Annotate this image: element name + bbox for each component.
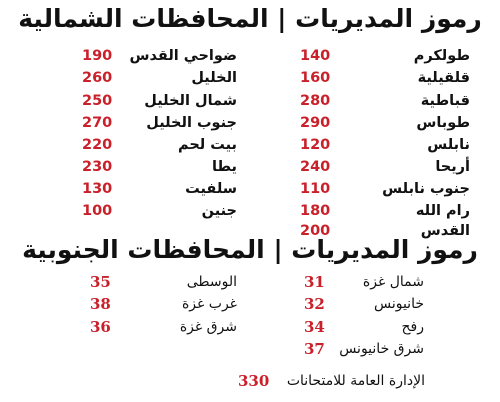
directorate-name: جنين	[201, 203, 237, 219]
directorate-name: نابلس	[427, 137, 470, 153]
directorate-code: 250	[82, 93, 113, 109]
directorate-code: 230	[82, 159, 113, 175]
directorate-code: 100	[82, 203, 113, 219]
directorate-code: 290	[300, 115, 331, 131]
directorate-code: 36	[90, 318, 111, 336]
directorate-name: الوسطى	[186, 274, 237, 290]
list-item	[300, 112, 470, 134]
directorate-name: شرق غزة	[179, 319, 237, 335]
list-item	[304, 293, 424, 315]
directorate-name: شمال الخليل	[144, 93, 237, 109]
exams-directorate-row	[238, 370, 425, 392]
list-item	[82, 134, 237, 156]
directorate-code: 280	[300, 93, 331, 109]
list-item	[90, 293, 237, 315]
list-item	[90, 271, 237, 293]
directorate-name: خانيونس	[373, 296, 424, 312]
directorate-code: 140	[300, 48, 331, 64]
exams-directorate-name: الإدارة العامة للامتحانات	[286, 373, 425, 389]
directorate-code: 35	[90, 273, 111, 291]
list-item	[300, 134, 470, 156]
list-item	[300, 200, 470, 222]
list-item	[300, 67, 470, 89]
directorate-code: 240	[300, 159, 331, 175]
directorate-name: طوباس	[416, 115, 470, 131]
list-item	[300, 178, 470, 200]
directorate-name: جنوب الخليل	[146, 115, 237, 131]
directorate-code: 38	[90, 295, 111, 313]
exams-directorate-code: 330	[238, 372, 270, 390]
directorate-code: 220	[82, 137, 113, 153]
list-item	[304, 271, 424, 293]
directorate-name: رام الله	[415, 203, 470, 219]
directorate-code: 190	[82, 48, 113, 64]
south-section-title: رموز المديريات | المحافظات الجنوبية	[22, 235, 478, 264]
list-item	[82, 112, 237, 134]
directorate-code: 110	[300, 181, 331, 197]
directorate-name: أريحا	[435, 159, 470, 175]
list-item	[300, 156, 470, 178]
directorate-name: شرق خانيونس	[339, 341, 424, 357]
directorate-code: 260	[82, 70, 113, 86]
directorate-name: طولكرم	[413, 48, 470, 64]
directorate-name: قلقيلية	[417, 70, 470, 86]
list-item	[300, 45, 470, 67]
list-item	[90, 316, 237, 338]
list-item	[300, 90, 470, 112]
directorate-code: 37	[304, 340, 325, 358]
directorate-name: سلفيت	[185, 181, 237, 197]
directorate-name: شمال غزة	[362, 274, 424, 290]
list-item	[82, 178, 237, 200]
directorate-code: 180	[300, 203, 331, 219]
list-item	[82, 45, 237, 67]
directorate-code: 130	[82, 181, 113, 197]
directorate-name: جنوب نابلس	[382, 181, 470, 197]
directorate-name: رفح	[401, 319, 424, 335]
directorate-name: قباطية	[420, 93, 470, 109]
north-section-title: رموز المديريات | المحافظات الشمالية	[18, 4, 482, 33]
directorate-name: يطا	[211, 159, 237, 175]
directorate-name: ضواحي القدس	[129, 48, 237, 64]
list-item	[82, 200, 237, 222]
directorate-code: 31	[304, 273, 325, 291]
list-item	[82, 156, 237, 178]
directorate-name: القدس	[420, 223, 470, 239]
directorate-code: 120	[300, 137, 331, 153]
list-item	[82, 67, 237, 89]
directorate-code: 34	[304, 318, 325, 336]
list-item	[304, 316, 424, 338]
directorate-name: الخليل	[191, 70, 237, 86]
directorate-code: 32	[304, 295, 325, 313]
directorate-code: 160	[300, 70, 331, 86]
directorate-name: بيت لحم	[177, 137, 237, 153]
list-item	[82, 90, 237, 112]
list-item	[304, 338, 424, 360]
directorate-code: 270	[82, 115, 113, 131]
directorate-code: 200	[300, 223, 331, 239]
directorate-name: غرب غزة	[181, 296, 237, 312]
